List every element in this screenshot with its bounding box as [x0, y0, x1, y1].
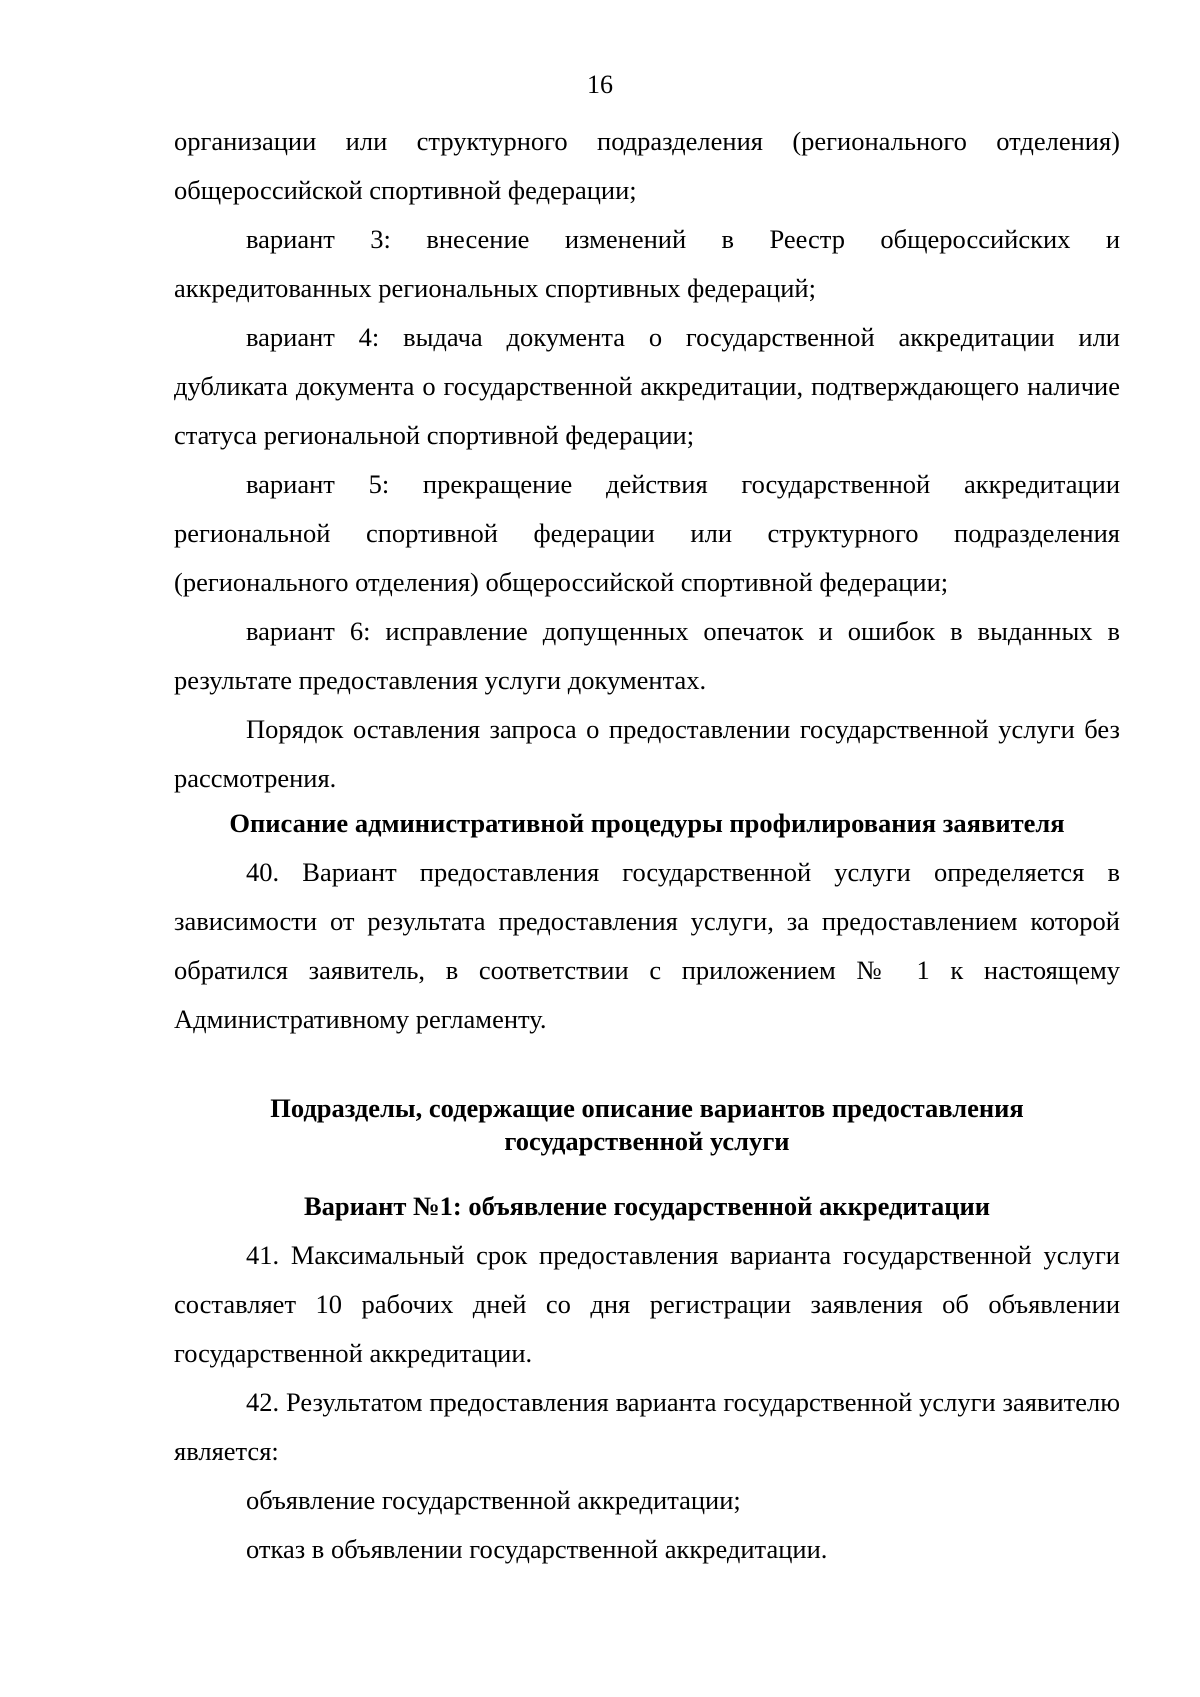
- heading-subsections: [174, 1092, 1120, 1158]
- page-number: 16: [587, 70, 613, 99]
- paragraph-42: 42. Результатом предоставления варианта государственной услуги заявителю является:: [174, 1387, 1120, 1466]
- document-body: [174, 117, 1120, 1574]
- paragraph-41: 41. Максимальный срок предоставления варианта государственной услуги составляет 10 рабочих дней со дня регистрации заявления об объявлении государственной аккредитации.: [174, 1240, 1120, 1368]
- paragraph-variant-4: вариант 4: выдача документа о государственной аккредитации или дубликата документа о государственной аккредитации, подтверждающего наличие статуса региональной спортивной федерации;: [174, 322, 1120, 450]
- heading-subsections-line-2: государственной услуги: [504, 1126, 790, 1156]
- paragraph-leave-without-consideration: Порядок оставления запроса о предоставлении государственной услуги без рассмотрения.: [174, 714, 1120, 793]
- paragraph-variant-5: вариант 5: прекращение действия государственной аккредитации региональной спортивной федерации или структурного подразделения (регионального отделения) общероссийской спортивной федерации;: [174, 469, 1120, 597]
- result-item-announcement: объявление государственной аккредитации;: [246, 1485, 741, 1515]
- heading-subsections-line-1: Подразделы, содержащие описание вариантов предоставления: [270, 1093, 1024, 1123]
- heading-profiling-procedure: Описание административной процедуры профилирования заявителя: [229, 808, 1065, 838]
- paragraph-variant-3: вариант 3: внесение изменений в Реестр общероссийских и аккредитованных региональных спортивных федераций;: [174, 224, 1120, 303]
- paragraph-variant-6: вариант 6: исправление допущенных опечаток и ошибок в выданных в результате предоставления услуги документах.: [174, 616, 1120, 695]
- heading-variant-1: Вариант №1: объявление государственной аккредитации: [303, 1191, 991, 1221]
- paragraph-40: 40. Вариант предоставления государственной услуги определяется в зависимости от результата предоставления услуги, за предоставлением которой обратился заявитель, в соответствии с приложением № 1 к настоящему Административному регламенту.: [174, 857, 1120, 1034]
- paragraph-continuation: организации или структурного подразделения (регионального отделения) общероссийской спортивной федерации;: [174, 126, 1120, 205]
- result-item-refusal: отказ в объявлении государственной аккредитации.: [246, 1534, 828, 1564]
